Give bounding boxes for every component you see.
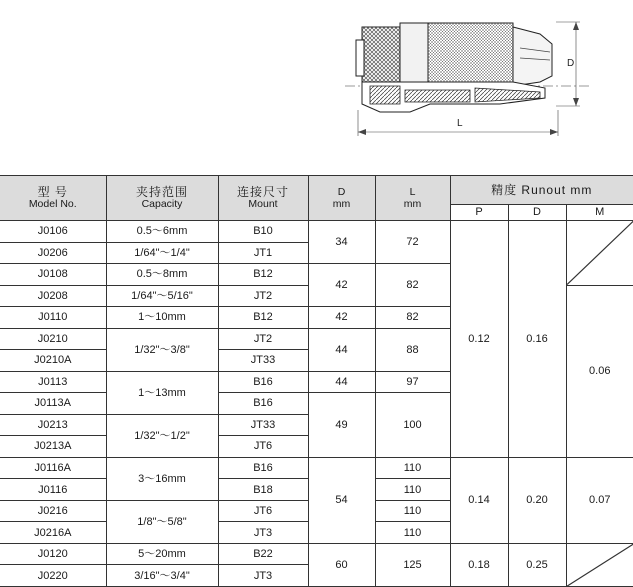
header-runout: 精度 Runout mm	[450, 176, 633, 205]
model-cell: J0108	[0, 264, 106, 286]
mount-cell: B10	[218, 221, 308, 243]
mount-cell: B18	[218, 479, 308, 501]
l-cell: 125	[375, 543, 450, 586]
l-cell: 88	[375, 328, 450, 371]
capacity-cell: 1/32"～3/8"	[106, 328, 218, 371]
capacity-cell: 0.5～8mm	[106, 264, 218, 286]
mount-cell: B16	[218, 457, 308, 479]
d-cell: 54	[308, 457, 375, 543]
header-capacity: 夹持范围 Capacity	[106, 176, 218, 221]
mount-cell: JT3	[218, 565, 308, 587]
capacity-cell: 1～13mm	[106, 371, 218, 414]
capacity-cell: 3/16"～3/4"	[106, 565, 218, 587]
capacity-cell: 1/32"～1/2"	[106, 414, 218, 457]
d-cell: 49	[308, 393, 375, 458]
header-d: D mm	[308, 176, 375, 221]
capacity-cell: 1～10mm	[106, 307, 218, 329]
model-cell: J0208	[0, 285, 106, 307]
table-row	[0, 457, 633, 479]
table-row	[0, 543, 633, 565]
model-cell: J0113	[0, 371, 106, 393]
diameter-label: D	[567, 58, 575, 69]
header-l: L mm	[375, 176, 450, 221]
l-cell: 82	[375, 264, 450, 307]
table-row	[0, 221, 633, 243]
mount-cell: B12	[218, 264, 308, 286]
runout-m-cell: 0.06	[566, 285, 633, 457]
runout-p-cell: 0.18	[450, 543, 508, 586]
model-cell: J0206	[0, 242, 106, 264]
capacity-cell: 1/64"～5/16"	[106, 285, 218, 307]
capacity-cell: 1/8"～5/8"	[106, 500, 218, 543]
runout-m-cell: 0.07	[566, 457, 633, 543]
runout-d-cell: 0.16	[508, 221, 566, 458]
model-cell: J0213A	[0, 436, 106, 458]
capacity-cell: 3～16mm	[106, 457, 218, 500]
d-cell: 44	[308, 371, 375, 393]
l-cell: 97	[375, 371, 450, 393]
model-cell: J0220	[0, 565, 106, 587]
d-cell: 42	[308, 264, 375, 307]
d-cell: 44	[308, 328, 375, 371]
mount-cell: JT33	[218, 350, 308, 372]
capacity-cell: 0.5～6mm	[106, 221, 218, 243]
runout-m-empty-cell	[566, 543, 633, 586]
runout-p-cell: 0.12	[450, 221, 508, 458]
d-cell: 34	[308, 221, 375, 264]
model-cell: J0210A	[0, 350, 106, 372]
model-cell: J0113A	[0, 393, 106, 415]
spec-table	[0, 175, 633, 587]
diagonal-slash	[567, 544, 633, 586]
model-cell: J0106	[0, 221, 106, 243]
mount-cell: JT6	[218, 500, 308, 522]
l-cell: 110	[375, 522, 450, 544]
runout-p-cell: 0.14	[450, 457, 508, 543]
header-runout-d: D	[508, 204, 566, 220]
model-cell: J0210	[0, 328, 106, 350]
model-cell: J0116	[0, 479, 106, 501]
runout-d-cell: 0.20	[508, 457, 566, 543]
model-cell: J0116A	[0, 457, 106, 479]
mount-cell: B16	[218, 393, 308, 415]
header-row	[0, 176, 633, 205]
mount-cell: B12	[218, 307, 308, 329]
header-mount: 连接尺寸 Mount	[218, 176, 308, 221]
runout-d-cell: 0.25	[508, 543, 566, 586]
mount-cell: B22	[218, 543, 308, 565]
model-cell: J0216	[0, 500, 106, 522]
length-label: L	[457, 118, 463, 129]
l-cell: 82	[375, 307, 450, 329]
model-cell: J0120	[0, 543, 106, 565]
d-cell: 60	[308, 543, 375, 586]
model-cell: J0110	[0, 307, 106, 329]
mount-cell: JT1	[218, 242, 308, 264]
header-model: 型 号 Model No.	[0, 176, 106, 221]
l-cell: 110	[375, 457, 450, 479]
header-runout-m: M	[566, 204, 633, 220]
header-runout-p: P	[450, 204, 508, 220]
mount-cell: JT6	[218, 436, 308, 458]
mount-cell: JT2	[218, 328, 308, 350]
l-cell: 110	[375, 479, 450, 501]
capacity-cell: 5～20mm	[106, 543, 218, 565]
model-cell: J0213	[0, 414, 106, 436]
mount-cell: JT33	[218, 414, 308, 436]
mount-cell: JT2	[218, 285, 308, 307]
model-cell: J0216A	[0, 522, 106, 544]
l-cell: 72	[375, 221, 450, 264]
mount-cell: B16	[218, 371, 308, 393]
runout-m-empty-cell	[566, 221, 633, 286]
diagonal-slash	[567, 221, 633, 285]
capacity-cell: 1/64"～1/4"	[106, 242, 218, 264]
chuck-technical-drawing	[0, 0, 633, 172]
mount-cell: JT3	[218, 522, 308, 544]
d-cell: 42	[308, 307, 375, 329]
l-cell: 100	[375, 393, 450, 458]
l-cell: 110	[375, 500, 450, 522]
